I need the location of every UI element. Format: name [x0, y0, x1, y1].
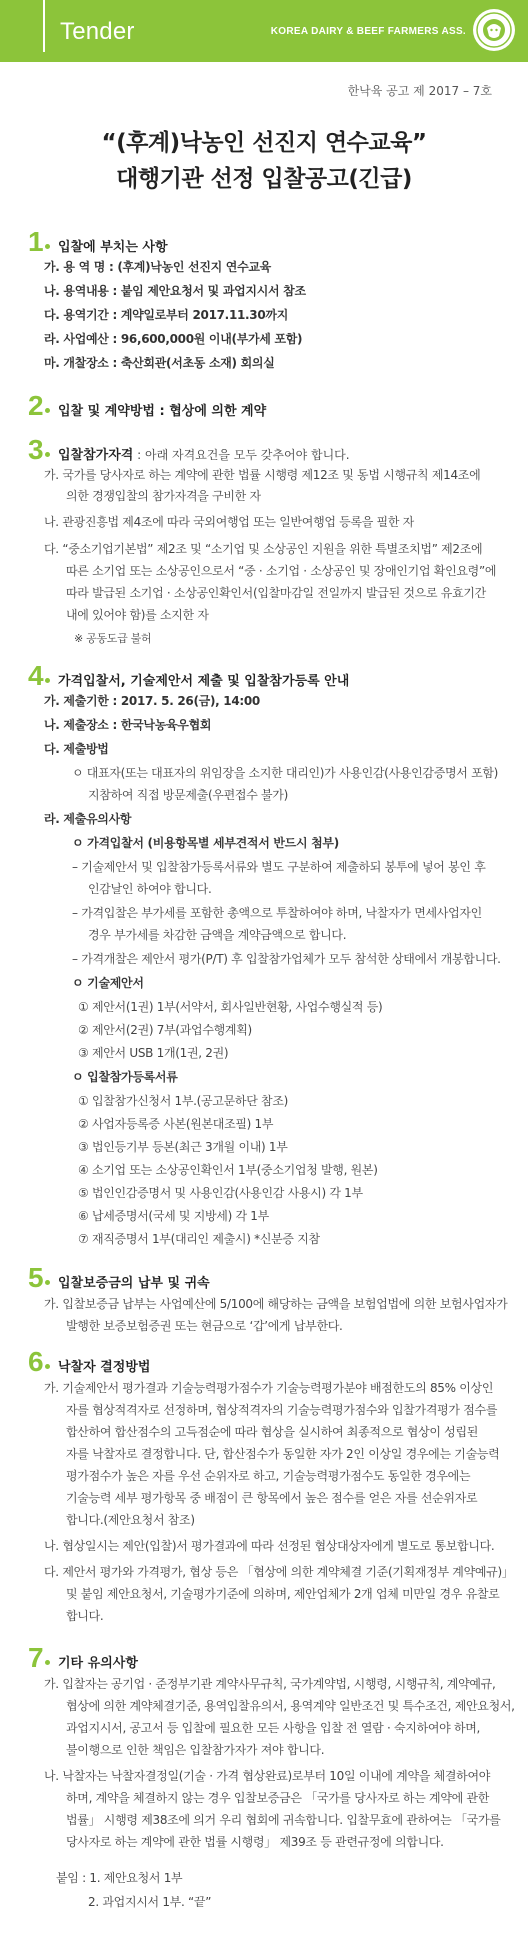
s4-line: 지참하여 직접 방문제출(우편접수 불가) — [88, 788, 288, 802]
section-bullet — [45, 1280, 50, 1285]
s6-line: 가. 기술제안서 평가결과 기술능력평가점수가 기술능력평가분야 배점한도의 85% 이상인 — [44, 1381, 494, 1395]
s3-line: 따라 발급된 소기업 · 소상공인확인서(입찰마감일 전일까지 발급된 것으로 유효기간 — [66, 586, 486, 600]
section-title: 입찰에 부치는 사항 — [58, 240, 168, 255]
s4-line: ② 사업자등록증 사본(원본대조필) 1부 — [78, 1117, 274, 1131]
s6-line: 나. 협상일시는 제안(입찰)서 평가결과에 따라 선정된 협상대상자에게 별도로 통보합니다. — [44, 1539, 495, 1553]
s6-line: 자를 낙찰자로 결정합니다. 단, 합산점수가 동일한 자가 2인 이상일 경우에는 기술능력 — [66, 1447, 500, 1461]
section-bullet — [45, 244, 50, 249]
s4-line: ⑦ 재직증명서 1부(대리인 제출시) *신분증 지참 — [78, 1232, 320, 1246]
section-bullet — [45, 678, 50, 683]
s4-line: ㅇ 기술제안서 — [72, 976, 144, 990]
s7-line: 가. 입찰자는 공기업 · 준정부기관 계약사무규칙, 국가계약법, 시행령, 시행규칙, 계약예규, — [44, 1677, 496, 1691]
header-banner — [0, 0, 528, 62]
s3-line: 내에 있어야 함)를 소지한 자 — [66, 608, 209, 622]
s3-line: 의한 경쟁입찰의 참가자격을 구비한 자 — [66, 489, 261, 503]
page-title-line2: 대행기관 선정 입찰공고(긴급) — [116, 166, 412, 192]
section-title: 낙찰자 결정방법 — [58, 1360, 151, 1375]
s4-line: ⑤ 법인인감증명서 및 사용인감(사용인감 사용시) 각 1부 — [78, 1186, 363, 1200]
s4-line: – 가격입찰은 부가세를 포함한 총액으로 투찰하여야 하며, 낙찰자가 면세사업자인 — [72, 906, 482, 920]
s7-line: 협상에 의한 계약체결기준, 용역입찰유의서, 용역계약 일반조건 및 특수조건, 제안요청서, — [66, 1699, 515, 1713]
s4-line: 다. 제출방법 — [44, 742, 109, 756]
section-number: 6 — [28, 1346, 44, 1377]
section-bullet — [45, 1364, 50, 1369]
s4-line: – 가격개찰은 제안서 평가(P/T) 후 입찰참가업체가 모두 참석한 상태에서 개봉합니다. — [72, 952, 501, 966]
association-logo-icon — [472, 8, 516, 52]
s5-line: 가. 입찰보증금 납부는 사업예산에 5/100에 해당하는 금액을 보험업법에 의한 보험사업자가 — [44, 1297, 508, 1311]
section-number: 5 — [28, 1262, 44, 1293]
s4-line: ⑥ 납세증명서(국세 및 지방세) 각 1부 — [78, 1209, 269, 1223]
s6-line: 기술능력 세부 평가항목 중 배점이 큰 항목에서 높은 점수를 얻은 자를 선순위자로 — [66, 1491, 478, 1505]
s3-line: 가. 국가를 당사자로 하는 계약에 관한 법률 시행령 제12조 및 동법 시행규칙 제14조에 — [44, 468, 481, 482]
s4-line: ③ 제안서 USB 1개(1권, 2권) — [78, 1046, 229, 1060]
s4-line: 경우 부가세를 차감한 금액을 계약금액으로 합니다. — [88, 928, 347, 942]
section-number: 3 — [28, 434, 44, 465]
s4-line: ㅇ 대표자(또는 대표자의 위임장을 소지한 대리인)가 사용인감(사용인감증명서 포함) — [72, 766, 499, 780]
s7-line: 하며, 계약을 체결하지 않는 경우 입찰보증금은 「국가를 당사자로 하는 계약에 관한 — [66, 1791, 489, 1805]
section-bullet — [45, 1660, 50, 1665]
section-bullet — [45, 408, 50, 413]
section-number: 2 — [28, 390, 44, 421]
section-bullet — [45, 452, 50, 457]
s4-line: 나. 제출장소 : 한국낙농육우협회 — [44, 718, 212, 732]
section-title: 입찰참가자격 : 아래 자격요건을 모두 갖추어야 합니다. — [58, 448, 350, 463]
s1-line: 나. 용역내용 : 붙임 제안요청서 및 과업지시서 참조 — [44, 284, 306, 298]
s4-line: 가. 제출기한 : 2017. 5. 26(금), 14:00 — [44, 694, 260, 708]
section-title: 기타 유의사항 — [58, 1656, 138, 1671]
section-title: 입찰보증금의 납부 및 귀속 — [58, 1276, 210, 1291]
s7-line: 불이행으로 인한 책임은 입찰참가자가 져야 합니다. — [66, 1743, 325, 1757]
s3-line: 다. “중소기업기본법” 제2조 및 “소기업 및 소상공인 지원을 위한 특별조치법” 제2조에 — [44, 542, 483, 556]
section-title: 입찰 및 계약방법 : 협상에 의한 계약 — [58, 404, 267, 419]
section-number: 7 — [28, 1642, 44, 1673]
s6-line: 합니다.(제안요청서 참조) — [66, 1513, 195, 1527]
s6-line: 평가점수가 높은 자를 우선 순위자로 하고, 기술능력평가점수도 동일한 경우에는 — [66, 1469, 471, 1483]
page-title-line1: “(후계)낙농인 선진지 연수교육” — [101, 130, 427, 156]
s1-line: 라. 사업예산 : 96,600,000원 이내(부가세 포함) — [44, 332, 303, 346]
s6-line: 합니다. — [66, 1609, 104, 1623]
s7-line: 나. 낙찰자는 낙찰자결정일(기술 · 가격 협상완료)로부터 10일 이내에 계약을 체결하여야 — [44, 1769, 491, 1783]
s4-line: 인감날인 하여야 합니다. — [88, 882, 212, 896]
s7-line: 당사자로 하는 계약에 관한 법률 시행령」 제39조 등 관련규정에 의합니다. — [66, 1835, 444, 1849]
s4-line: – 기술제안서 및 입찰참가등록서류와 별도 구분하여 제출하되 봉투에 넣어 봉인 후 — [72, 860, 486, 874]
notice-number: 한낙육 공고 제 2017 – 7호 — [347, 84, 492, 98]
s4-line: ① 입찰참가신청서 1부.(공고문하단 참조) — [78, 1094, 288, 1108]
s6-line: 및 붙임 제안요청서, 기술평가기준에 의하며, 제안업체가 2개 업체 미만일 경우 유찰로 — [66, 1587, 500, 1601]
s4-line: ④ 소기업 또는 소상공인확인서 1부(중소기업청 발행, 원본) — [78, 1163, 378, 1177]
header-divider — [43, 0, 45, 52]
s4-line: ③ 법인등기부 등본(최근 3개월 이내) 1부 — [78, 1140, 288, 1154]
s5-line: 발행한 보증보험증권 또는 현금으로 ‘갑’에게 납부한다. — [66, 1319, 343, 1333]
s4-line: ㅇ 입찰참가등록서류 — [72, 1070, 178, 1084]
attachment-line: 2. 과업지시서 1부. “끝” — [88, 1895, 212, 1909]
s4-line: ㅇ 가격입찰서 (비용항목별 세부견적서 반드시 첨부) — [72, 836, 339, 850]
s1-line: 마. 개찰장소 : 축산회관(서초동 소재) 회의실 — [44, 356, 275, 370]
s6-line: 합산하여 합산점수의 고득점순에 따라 협상을 실시하여 최종적으로 협상이 성립된 — [66, 1425, 479, 1439]
header-org-name: KOREA DAIRY & BEEF FARMERS ASS. — [270, 26, 466, 37]
section-number: 1 — [28, 226, 44, 257]
s1-line: 가. 용 역 명 : (후계)낙농인 선진지 연수교육 — [44, 260, 271, 274]
section-number: 4 — [28, 660, 44, 691]
s6-line: 자를 협상적격자로 선정하며, 협상적격자의 기술능력평가점수와 입찰가격평가 점수를 — [66, 1403, 498, 1417]
attachment-line: 붙임 : 1. 제안요청서 1부 — [56, 1871, 183, 1885]
section-title: 가격입찰서, 기술제안서 제출 및 입찰참가등록 안내 — [58, 674, 350, 689]
s3-line: 나. 관광진흥법 제4조에 따라 국외여행업 또는 일반여행업 등록을 필한 자 — [44, 515, 414, 529]
s6-line: 다. 제안서 평가와 가격평가, 협상 등은 「협상에 의한 계약체결 기준(기획재정부 계약예규)」 — [44, 1565, 514, 1579]
s4-line: ① 제안서(1권) 1부(서약서, 회사일반현황, 사업수행실적 등) — [78, 1000, 383, 1014]
s4-line: ② 제안서(2권) 7부(과업수행계획) — [78, 1023, 252, 1037]
s4-line: 라. 제출유의사항 — [44, 812, 132, 826]
s3-line: 따른 소기업 또는 소상공인으로서 “중 · 소기업 · 소상공인 및 장애인기업 확인요령”에 — [66, 564, 497, 578]
s7-line: 과업지시서, 공고서 등 입찰에 필요한 모든 사항을 입찰 전 열람 · 숙지하여야 하며, — [66, 1721, 481, 1735]
s7-line: 법률」 시행령 제38조에 의거 우리 협회에 귀속합니다. 입찰무효에 관하여는 「국가를 — [66, 1813, 501, 1827]
s1-line: 다. 용역기간 : 계약일로부터 2017.11.30까지 — [44, 308, 288, 322]
s3-note: ※ 공동도급 불허 — [74, 632, 152, 645]
header-title: Tender — [60, 18, 135, 45]
